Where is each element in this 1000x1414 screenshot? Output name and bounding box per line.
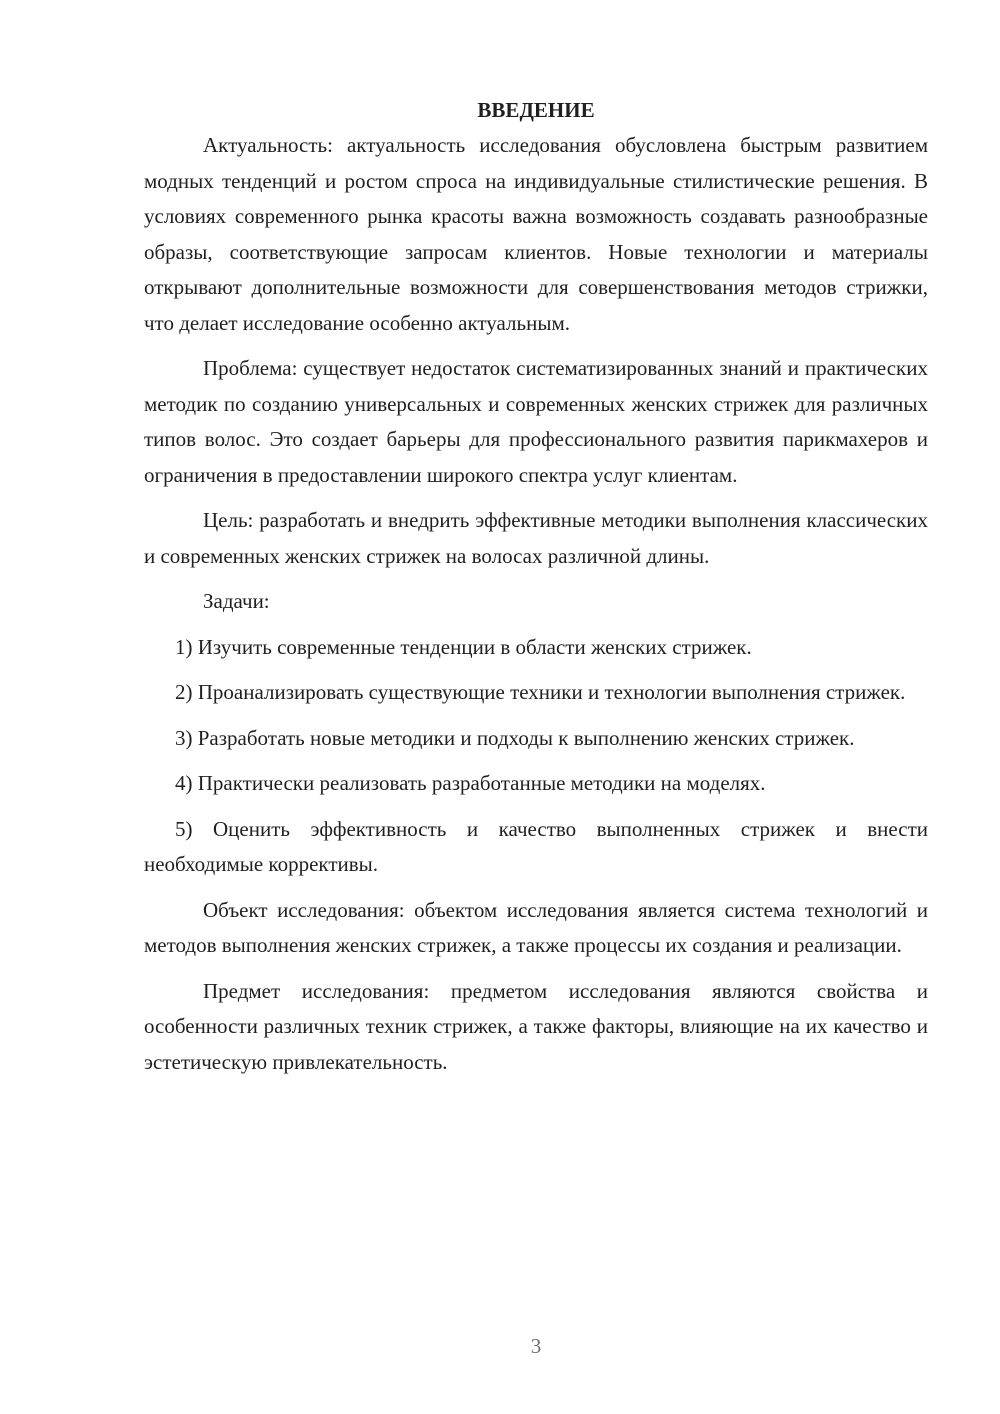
task-item-2: 2) Проанализировать существующие техники и технологии выполнения стрижек. bbox=[175, 680, 906, 704]
tasks-label: Задачи: bbox=[203, 589, 270, 613]
page-number: 3 bbox=[530, 1334, 542, 1358]
paragraph-goal: Цель: разработать и внедрить эффективные методики выполнения классических и современных женских стрижек на волосах различной длины. bbox=[144, 508, 928, 568]
paragraph-relevance: Актуальность: актуальность исследования обусловлена быстрым развитием модных тенденций и ростом спроса на индивидуальные стилистические решения. В условиях современного рынка красоты важна возможность создавать разнообразные образы, соответствующие запросам клиентов. Новые технологии и материалы открывают дополнительные возможности для совершенствования методов стрижки, что делает исследование особенно актуальным. bbox=[144, 133, 928, 335]
paragraph-problem: Проблема: существует недостаток систематизированных знаний и практических методик по созданию универсальных и современных женских стрижек для различных типов волос. Это создает барьеры для профессионального развития парикмахеров и ограничения в предоставлении широкого спектра услуг клиентам. bbox=[144, 356, 928, 487]
paragraph-object: Объект исследования: объектом исследования является система технологий и методов выполнения женских стрижек, а также процессы их создания и реализации. bbox=[144, 897, 928, 957]
paragraph-subject: Предмет исследования: предметом исследования являются свойства и особенности различных техник стрижек, а также факторы, влияющие на их качество и эстетическую привлекательность. bbox=[144, 978, 928, 1074]
document-page bbox=[144, 94, 928, 1090]
task-item-1: 1) Изучить современные тенденции в области женских стрижек. bbox=[175, 634, 752, 659]
page-title: ВВЕДЕНИЕ bbox=[477, 98, 595, 122]
task-item-3: 3) Разработать новые методики и подходы к выполнению женских стрижек. bbox=[175, 725, 855, 750]
task-item-5: 5) Оценить эффективность и качество выполненных стрижек и внести необходимые коррективы. bbox=[144, 816, 928, 876]
task-item-4: 4) Практически реализовать разработанные методики на моделях. bbox=[175, 771, 766, 795]
